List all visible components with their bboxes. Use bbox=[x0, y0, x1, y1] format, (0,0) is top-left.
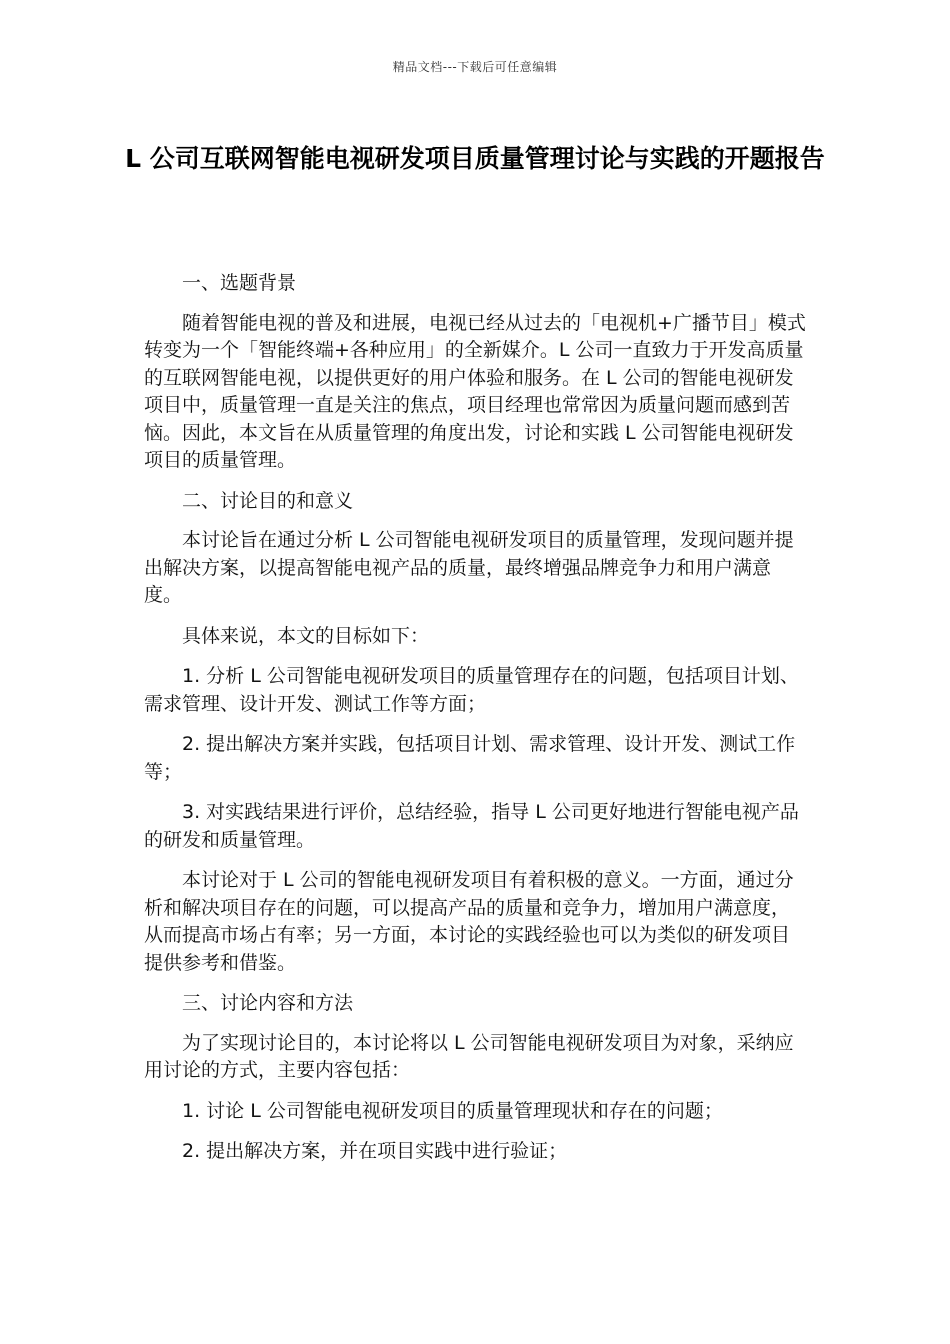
list-item-goal-3: 3. 对实践结果进行评价，总结经验，指导 L 公司更好地进行智能电视产品的研发和质量管理。 bbox=[144, 801, 799, 851]
list-item-content-2: 2. 提出解决方案，并在项目实践中进行验证； bbox=[182, 1140, 568, 1162]
paragraph-significance: 本讨论对于 L 公司的智能电视研发项目有着积极的意义。一方面，通过分析和解决项目存在的问题，可以提高产品的质量和竞争力，增加用户满意度，从而提高市场占有率；另一方面，本讨论的实践经验也可以为类似的研发项目提供参考和借鉴。 bbox=[144, 869, 794, 974]
list-item-content-1: 1. 讨论 L 公司智能电视研发项目的质量管理现状和存在的问题； bbox=[182, 1099, 723, 1122]
section-heading-methods: 三、讨论内容和方法 bbox=[182, 992, 354, 1014]
section-heading-purpose: 二、讨论目的和意义 bbox=[182, 489, 354, 512]
paragraph-background: 随着智能电视的普及和进展，电视已经从过去的「电视机+广播节目」模式转变为一个「智能终端+各种应用」的全新媒介。L 公司一直致力于开发高质量的互联网智能电视，以提供更好的用户体验和服务。在 L 公司的智能电视研发项目中，质量管理一直是关注的焦点，项目经理也常常因为质量问题而感到苦恼。因此，本文旨在从质量管理的角度出发，讨论和实践 L 公司智能电视研发项目的质量管理。 bbox=[144, 311, 806, 471]
section-heading-background: 一、选题背景 bbox=[182, 272, 297, 294]
paragraph-methods-intro: 为了实现讨论目的，本讨论将以 L 公司智能电视研发项目为对象，采纳应用讨论的方式，主要内容包括： bbox=[144, 1031, 794, 1081]
document-title: L 公司互联网智能电视研发项目质量管理讨论与实践的开题报告 bbox=[125, 144, 825, 173]
paragraph-purpose: 本讨论旨在通过分析 L 公司智能电视研发项目的质量管理，发现问题并提出解决方案，以提高智能电视产品的质量，最终增强品牌竞争力和用户满意度。 bbox=[144, 529, 794, 606]
paragraph-goals-intro: 具体来说，本文的目标如下： bbox=[182, 624, 430, 647]
list-item-goal-2: 2. 提出解决方案并实践，包括项目计划、需求管理、设计开发、测试工作等； bbox=[144, 733, 796, 783]
list-item-goal-1: 1. 分析 L 公司智能电视研发项目的质量管理存在的问题，包括项目计划、需求管理、设计开发、测试工作等方面； bbox=[144, 665, 799, 715]
document-body bbox=[144, 270, 806, 1179]
header-note: 精品文档---下载后可任意编辑 bbox=[392, 60, 558, 74]
